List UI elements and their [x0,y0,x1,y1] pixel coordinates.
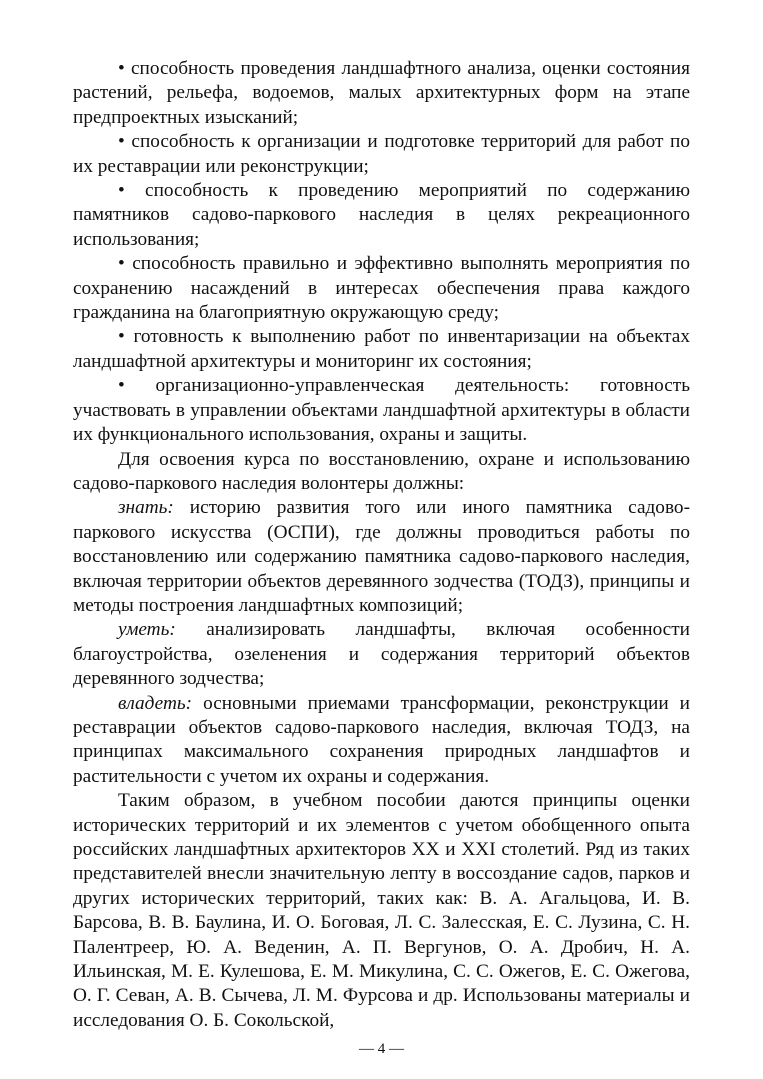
own-paragraph [73,692,690,790]
bullet-plantings-preservation: • способность правильно и эффективно выполнять мероприятия по сохранению насаждений в интересах обеспечения права каждого гражданина на благоприятную окружающую среду; [73,253,690,324]
know-paragraph [73,496,690,618]
know-label: знать: [118,497,174,519]
own-label: владеть: [118,692,193,714]
know-text: историю развития того или иного памятника садово-паркового искусства (ОСПИ), где должны проводиться работы по восстановлению или содержанию памятника садово-паркового наследия, включая территории объектов деревянного зодчества (ТОДЗ), принципы и методы построения ландшафтных композиций; [73,497,690,616]
page-number: — 4 — [359,1041,404,1057]
page-body [73,57,690,1033]
bullet-management-activity: • организационно-управленческая деятельность: готовность участвовать в управлении объектами ландшафтной архитектуры в области их функционального использования, охраны и защиты. [73,375,690,446]
bullet-inventory-monitoring: • готовность к выполнению работ по инвентаризации на объектах ландшафтной архитектуры и мониторинг их состояния; [73,326,690,372]
own-text: основными приемами трансформации, реконструкции и реставрации объектов садово-паркового наследия, включая ТОДЗ, на принципах максимального сохранения природных ландшафтов и растительности с учетом их охраны и содержания. [73,692,690,787]
can-text: анализировать ландшафты, включая особенности благоустройства, озеленения и содержания территорий объектов деревянного зодчества; [73,619,690,690]
bullet-landscape-analysis: • способность проведения ландшафтного анализа, оценки состояния растений, рельефа, водоемов, малых архитектурных форм на этапе предпроектных изысканий; [73,58,690,128]
intro-paragraph: Для освоения курса по восстановлению, охране и использованию садово-паркового наследия волонтеры должны: [73,448,690,494]
can-label: уметь: [118,619,176,641]
bullet-heritage-maintenance: • способность к проведению мероприятий по содержанию памятников садово-паркового наследия в целях рекреационного использования; [73,180,690,250]
bullet-territory-preparation: • способность к организации и подготовке территорий для работ по их реставрации или реконструкции; [73,131,690,177]
can-paragraph [73,618,690,691]
conclusion-paragraph: Таким образом, в учебном пособии даются принципы оценки исторических территорий и их элементов с учетом обобщенного опыта российских ландшафтных архитекторов XX и XXI столетий. Ряд из таких представителей внесли значительную лепту в воссоздание садов, парков и других исторических территорий, таких как: В. А. Агальцова, И. В. Барсова, В. В. Баулина, И. О. Боговая, Л. С. Залесская, Е. С. Лузина, С. Н. Палентреер, Ю. А. Веденин, А. П. Вергунов, О. А. Дробич, Н. А. Ильинская, М. Е. Кулешова, Е. М. Микулина, С. С. Ожегов, Е. С. Ожегова, О. Г. Севан, А. В. Сычева, Л. М. Фурсова и др. Использованы материалы и исследования О. Б. Сокольской, [73,790,690,1031]
